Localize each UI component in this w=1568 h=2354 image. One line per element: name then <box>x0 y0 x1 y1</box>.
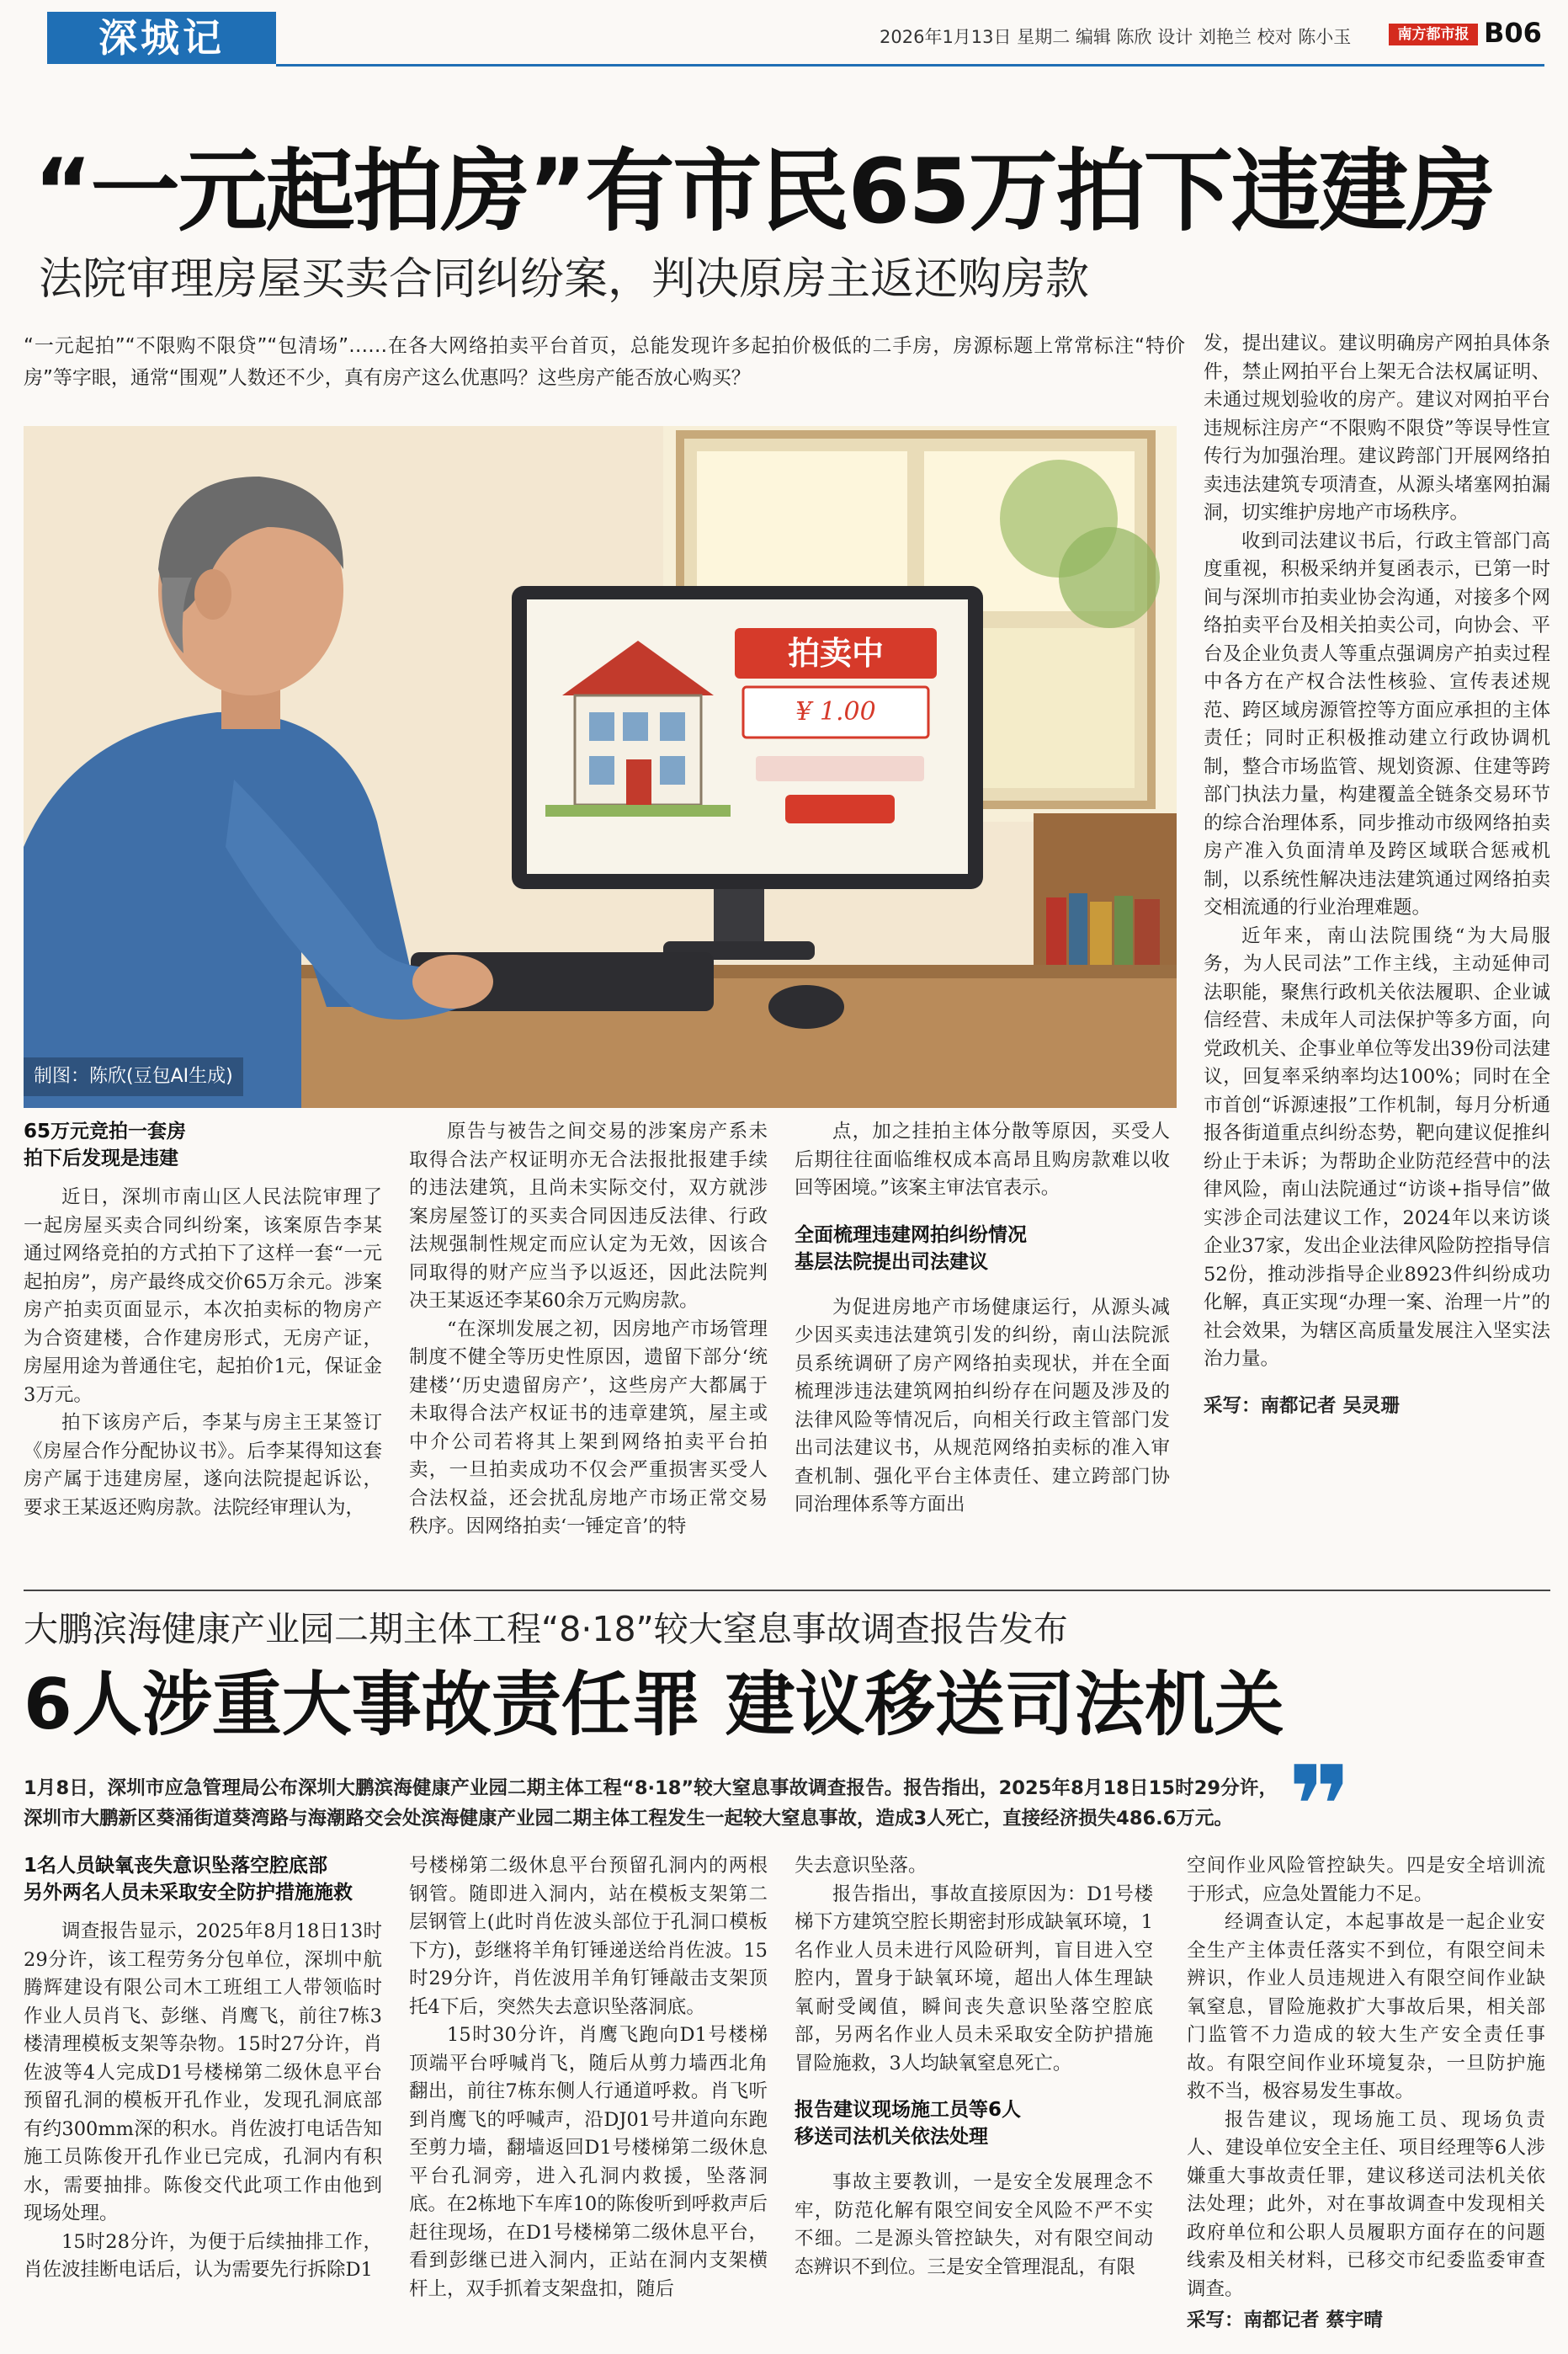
page-number: B06 <box>1484 17 1542 49</box>
story2-col3 <box>795 1852 1153 2282</box>
story1-col1 <box>24 1118 382 1522</box>
story1-col1-subhead: 65万元竞拍一套房 拍下后发现是违建 <box>24 1121 187 1169</box>
story1-col4-p2: 收到司法建议书后，行政主管部门高度重视，积极采纳并复函表示，已第一时间与深圳市拍卖业协会沟通，对接多个网络拍卖平台及相关拍卖公司，向协会、平台及企业负责人等重点强调房产拍卖过程中各方在产权合法性核验、宣传表述规范、跨区域房源管控等方面应承担的主体责任；同时正积极推动建立行政协调机制，整合市场监管、规划资源、住建等跨部门执法力量，构建覆盖全链条交易环节的综合治理体系，同步推动市级网络拍卖房产准入负面清单及跨区域联合惩戒机制，以系统性解决违法建筑通过网络拍卖交相流通的行业治理难题。 <box>1204 530 1550 919</box>
story2-col3-p1: 失去意识坠落。 <box>795 1855 928 1877</box>
story1-col4-p1: 发，提出建议。建议明确房产网拍具体条件，禁止网拍平台上架无合法权属证明、未通过规划验收的房产。建议对网拍平台违规标注房产“不限购不限贷”等误导性宣传行为加强治理。建议跨部门开展网络拍卖违法建筑专项清查，从源头堵塞网拍漏洞，切实维护房地产市场秩序。 <box>1204 333 1550 524</box>
story1-lead: “一元起拍”“不限购不限贷”“包清场”……在各大网络拍卖平台首页，总能发现许多起拍价极低的二手房，房源标题上常常标注“特价房”等字眼，通常“围观”人数还不少，真有房产这么优惠吗？这些房产能否放心购买？ <box>24 335 1185 389</box>
story1-col2-p1: 原告与被告之间交易的涉案房产系未取得合法产权证明亦无合法报批报建手续的违法建筑，且尚未实际交付，双方就涉案房屋签订的买卖合同因违反法律、行政法规强制性规定而应认定为无效，因该合同取得的财产应当予以返还，因此法院判决王某返还李某60余万元购房款。 <box>409 1121 768 1312</box>
story2-col2-p2: 15时30分许，肖鹰飞跑向D1号楼梯顶端平台呼喊肖飞，随后从剪力墙西北角翻出，前往7栋东侧人行通道呼救。肖飞听到肖鹰飞的呼喊声，沿DJ01号井道向东跑至剪力墙，翻墙返回D1号楼梯第二级休息平台孔洞旁，进入孔洞内救援，坠落洞底。在2栋地下车库10的陈俊听到呼救声后赶往现场，在D1号楼梯第二级休息平台，看到彭继已进入洞内，正站在洞内支架横杆上，双手抓着支架盘扣，随后 <box>409 2024 768 2300</box>
story2-col3-p2: 报告指出，事故直接原因为：D1号楼梯下方建筑空腔长期密封形成缺氧环境，1名作业人员未进行风险研判，盲目进入空腔内，置身于缺氧环境，超出人体生理缺氧耐受阈值，瞬间丧失意识坠落空腔底部，另两名作业人员未采取安全防护措施冒险施救，3人均缺氧窒息死亡。 <box>795 1883 1153 2074</box>
story2-col4 <box>1187 1852 1545 2335</box>
masthead-meta: 2026年1月13日 星期二 编辑 陈欣 设计 刘艳兰 校对 陈小玉 <box>880 27 1352 47</box>
story1-col3-subhead: 全面梳理违建网拍纠纷情况 基层法院提出司法建议 <box>795 1223 1027 1273</box>
story2-col4-p1: 空间作业风险管控缺失。四是安全培训流于形式，应急处置能力不足。 <box>1187 1855 1545 1905</box>
story2-col1-p2: 15时28分许，为便于后续抽排工作，肖佐波挂断电话后，认为需要先行拆除D1 <box>24 2230 382 2281</box>
mouse <box>768 985 844 1029</box>
quote-mark-icon: ❞ <box>1288 1742 1353 1870</box>
story1-col2 <box>409 1118 768 1542</box>
story-divider <box>24 1590 1550 1591</box>
masthead <box>0 0 1568 67</box>
story1-col3-p1: 点，加之挂拍主体分散等原因，买受人后期往往面临维权成本高昂且购房款难以收回等困境。”该案主审法官表示。 <box>795 1121 1170 1199</box>
newspaper-logo: 南方都市报 <box>1389 24 1478 45</box>
story1-col3-p2: 为促进房地产市场健康运行，从源头减少因买卖违法建筑引发的纠纷，南山法院派员系统调研了房产网络拍卖现状，并在全面梳理涉违法建筑网拍纠纷存在问题及涉及的法律风险等情况后，向相关行政主管部门发出司法建议书，从规范网络拍卖标的准入审查机制、强化平台主体责任、建立跨部门协同治理体系等方面出 <box>795 1296 1170 1515</box>
story1-headline: “一元起拍房”有市民65万拍下违建房 <box>34 140 1494 243</box>
image-caption: 制图：陈欣(豆包AI生成) <box>24 1057 243 1096</box>
story1-col3 <box>795 1118 1170 1520</box>
story2-col1-subhead: 1名人员缺氧丧失意识坠落空腔底部 另外两名人员未采取安全防护措施施救 <box>24 1855 353 1904</box>
story2-col4-p3: 报告建议，现场施工员、现场负责人、建设单位安全主任、项目经理等6人涉嫌重大事故责任罪，建议移送司法机关依法处理；此外，对在事故调查中发现相关政府单位和公职人员履职方面存在的问题线索及相关材料，已移交市纪委监委审查调查。 <box>1187 2108 1545 2300</box>
story1-col4 <box>1204 330 1550 1420</box>
story2-col1-p1: 调查报告显示，2025年8月18日13时29分许，该工程劳务分包单位，深圳中航腾辉建设有限公司木工班组工人带领临时作业人员肖飞、彭继、肖鹰飞，前往7栋3楼清理模板支架等杂物。15时27分许，肖佐波等4人完成D1号楼梯第二级休息平台预留孔洞的模板开孔作业，发现孔洞底部有约300mm深的积水。肖佐波打电话告知施工员陈俊开孔作业已完成，孔洞内有积水，需要抽排。陈俊交代此项工作由他到现场处理。 <box>24 1920 382 2224</box>
story2-col3-subhead: 报告建议现场施工员等6人 移送司法机关依法处理 <box>795 2099 1022 2148</box>
story2-col1 <box>24 1852 382 2285</box>
story2-col2 <box>409 1852 768 2303</box>
story2-byline: 采写：南都记者 蔡宇晴 <box>1187 2309 1383 2331</box>
story1-col1-p2: 拍下该房产后，李某与房主王某签订《房屋合作分配协议书》。后李某得知这套房产属于违建房屋，遂向法院提起诉讼，要求王某返还购房款。法院经审理认为， <box>24 1412 382 1519</box>
story2-col2-p1: 号楼梯第二级休息平台预留孔洞内的两根钢管。随即进入洞内，站在模板支架第二层钢管上(此时肖佐波头部位于孔洞口模板下方)，彭继将羊角钉锤递送给肖佐波。15时29分许，肖佐波用羊角钉锤敲击支架顶托4下后，突然失去意识坠落洞底。 <box>409 1855 768 2018</box>
story1-illustration <box>24 426 1177 1108</box>
story2-kicker: 大鹏滨海健康产业园二期主体工程“8·18”较大窒息事故调查报告发布 <box>24 1609 1068 1649</box>
story1-byline: 采写：南都记者 吴灵珊 <box>1204 1394 1400 1417</box>
story1-col2-p2: “在深圳发展之初，因房地产市场管理制度不健全等历史性原因，遗留下部分‘统建楼’‘历史遗留房产’，这些房产大都属于未取得合法产权证书的违章建筑，屋主或中介公司若将其上架到网络拍卖平台拍卖，一旦拍卖成功不仅会严重损害买受人合法权益，还会扰乱房地产市场正常交易秩序。因网络拍卖‘一锤定音’的特 <box>409 1318 768 1537</box>
story1-subheadline: 法院审理房屋买卖合同纠纷案，判决原房主返还购房款 <box>39 254 1090 305</box>
story2-lead: 1月8日，深圳市应急管理局公布深圳大鹏滨海健康产业园二期主体工程“8·18”较大窒息事故调查报告。报告指出，2025年8月18日15时29分许，深圳市大鹏新区葵涌街道葵湾路与海潮路交会处滨海健康产业园二期主体工程发生一起较大窒息事故，造成3人死亡，直接经济损失486.6万元。 <box>24 1777 1278 1829</box>
story2-headline: 6人涉重大事故责任罪 建议移送司法机关 <box>24 1664 1284 1745</box>
screen-price: ¥ 1.00 <box>795 697 876 727</box>
story1-col4-p3: 近年来，南山法院围绕“为大局服务，为人民司法”工作主线，主动延伸司法职能，聚焦行政机关依法履职、企业诚信经营、未成年人司法保护等多方面，向党政机关、企事业单位等发出39份司法建议，回复率采纳率均达100%；同时在全市首创“诉源速报”工作机制，每月分析通报各街道重点纠纷态势，靶向建议促推纠纷止于未诉；为帮助企业防范经营中的法律风险，南山法院通过“访谈+指导信”做实涉企司法建议工作，2024年以来访谈企业37家，发出企业法律风险防控指导信52份，推动涉指导企业8923件纠纷成功化解，真正实现“办理一案、治理一片”的社会效果，为辖区高质量发展注入坚实法治力量。 <box>1204 924 1550 1370</box>
illustration-svg <box>24 426 1177 1108</box>
section-title: 深城记 <box>98 15 225 61</box>
screen-badge: 拍卖中 <box>787 635 884 672</box>
story2-col3-p3: 事故主要教训，一是安全发展理念不牢，防范化解有限空间安全风险不严不实不细。二是源头管控缺失，对有限空间动态辨识不到位。三是安全管理混乱，有限 <box>795 2171 1153 2278</box>
masthead-rule <box>276 64 1544 67</box>
story2-col4-p2: 经调查认定，本起事故是一起企业安全生产主体责任落实不到位，有限空间未辨识，作业人员违规进入有限空间作业缺氧窒息，冒险施救扩大事故后果，相关部门监管不力造成的较大生产安全责任事故。有限空间作业环境复杂，一旦防护施救不当，极容易发生事故。 <box>1187 1911 1545 2102</box>
story1-col1-p1: 近日，深圳市南山区人民法院审理了一起房屋买卖合同纠纷案，该案原告李某通过网络竞拍的方式拍下了这样一套“一元起拍房”，房产最终成交价65万余元。涉案房产拍卖页面显示，本次拍卖标的物房产为合资建楼，合作建房形式，无房产证，房屋用途为普通住宅，起拍价1元，保证金3万元。 <box>24 1186 382 1406</box>
